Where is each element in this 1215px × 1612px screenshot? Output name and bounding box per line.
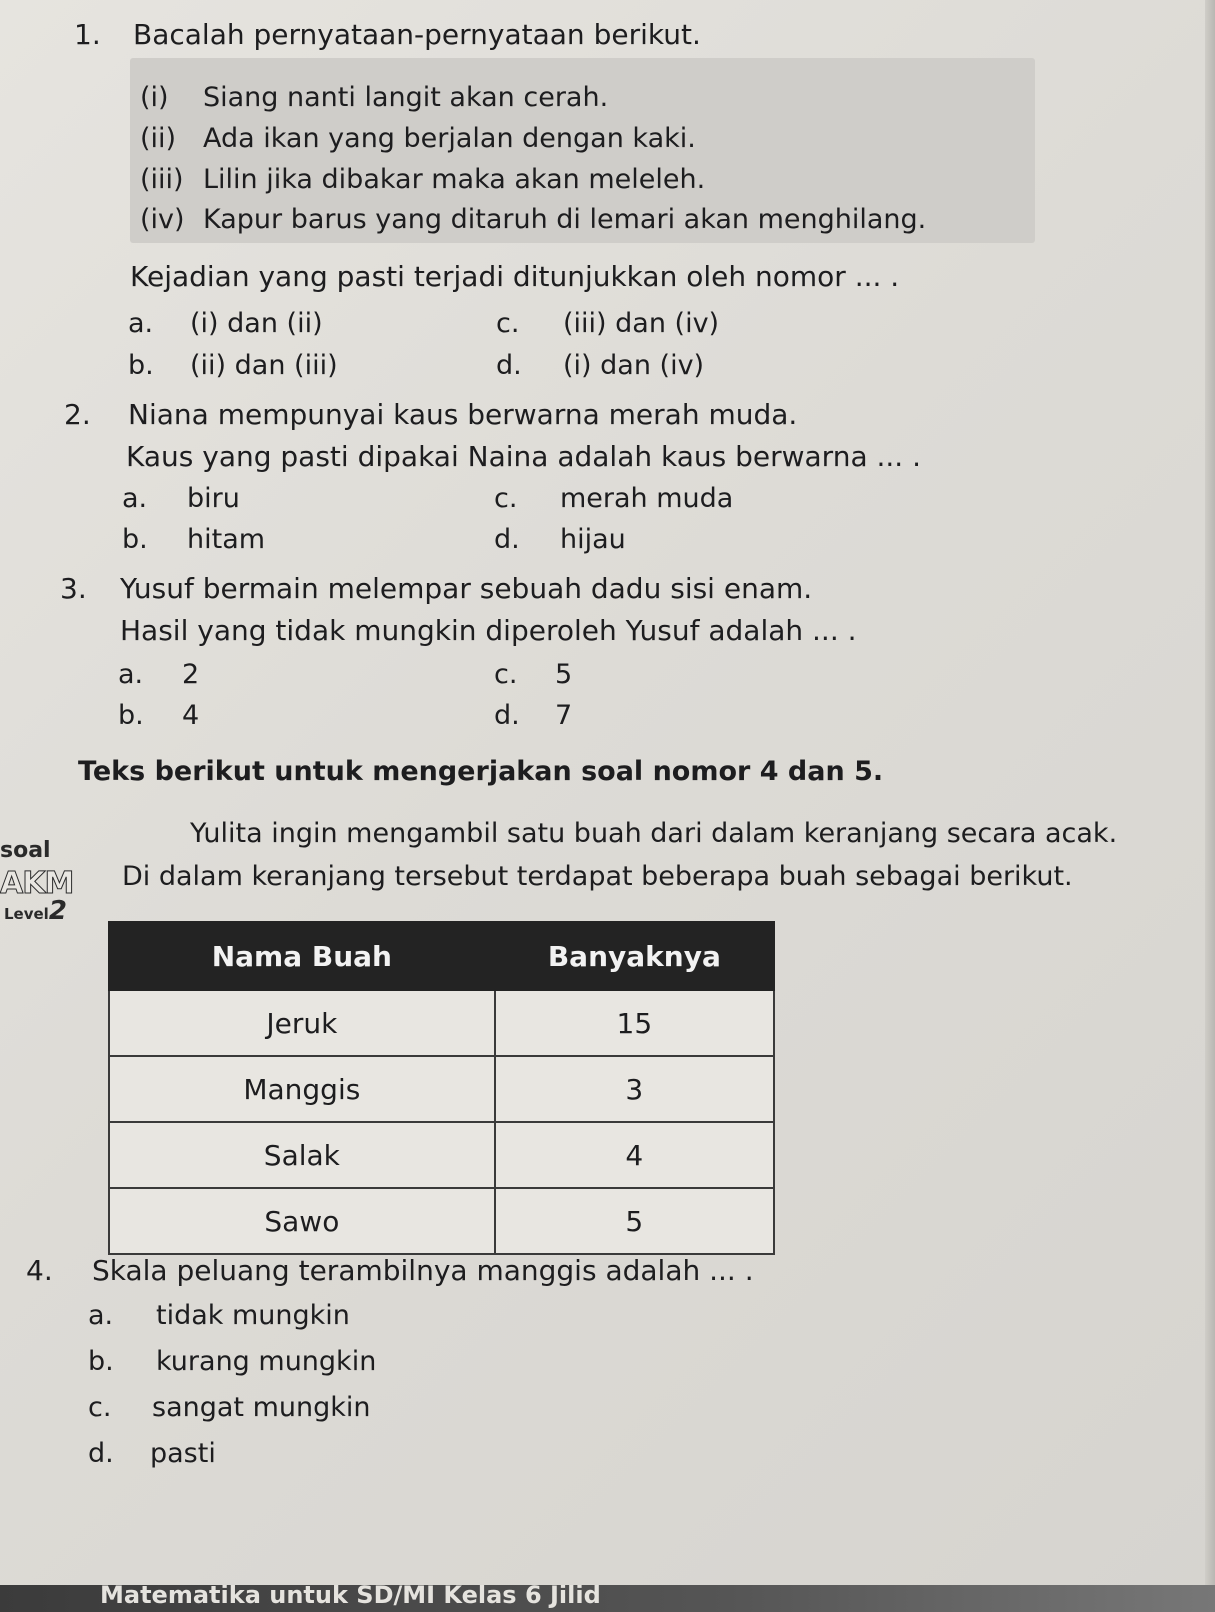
q1-stmt-1-text: Siang nanti langit akan cerah. xyxy=(203,82,609,113)
q1-stmt-2-text: Ada ikan yang berjalan dengan kaki. xyxy=(203,123,696,154)
q3-option-a-key: a. xyxy=(118,659,144,690)
q1-option-c-key: c. xyxy=(496,308,520,339)
q4-number: 4. xyxy=(26,1254,53,1287)
q2-prompt: Kaus yang pasti dipakai Naina adalah kaus berwarna ... . xyxy=(126,440,922,473)
fruit-count-cell: 4 xyxy=(495,1122,774,1188)
akm-badge-logo: AKM xyxy=(0,866,74,901)
q1-option-c: (iii) dan (iv) xyxy=(563,308,720,339)
section-heading: Teks berikut untuk mengerjakan soal nomor 4 dan 5. xyxy=(78,756,884,787)
table-row xyxy=(109,1056,774,1122)
q3-option-c-key: c. xyxy=(494,659,518,690)
q3-prompt: Hasil yang tidak mungkin diperoleh Yusuf adalah ... . xyxy=(120,614,857,647)
fruit-name-cell: Jeruk xyxy=(109,990,495,1056)
q1-option-a-key: a. xyxy=(128,308,154,339)
q3-number: 3. xyxy=(60,572,87,605)
q4-option-b: kurang mungkin xyxy=(156,1346,377,1377)
q2-option-b: hitam xyxy=(187,524,266,555)
q2-option-d-key: d. xyxy=(494,524,520,555)
q1-stmt-2-num: (ii) xyxy=(140,123,177,154)
fruit-table xyxy=(108,921,775,1255)
q3-option-b-key: b. xyxy=(118,700,144,731)
q4-option-d: pasti xyxy=(150,1438,216,1469)
q1-option-d-key: d. xyxy=(496,350,522,381)
table-row xyxy=(109,1122,774,1188)
q3-option-a: 2 xyxy=(182,659,200,690)
q1-prompt: Kejadian yang pasti terjadi ditunjukkan oleh nomor ... . xyxy=(130,260,900,293)
fruit-count-cell: 5 xyxy=(495,1188,774,1254)
akm-level-label: Level xyxy=(4,905,49,923)
akm-badge-soal: soal xyxy=(0,838,51,863)
q1-stmt-4-num: (iv) xyxy=(140,204,185,235)
table-row xyxy=(109,990,774,1056)
q2-option-c-key: c. xyxy=(494,483,518,514)
section-line-1: Yulita ingin mengambil satu buah dari dalam keranjang secara acak. xyxy=(190,818,1118,849)
q1-option-a: (i) dan (ii) xyxy=(190,308,323,339)
q3-text: Yusuf bermain melempar sebuah dadu sisi enam. xyxy=(120,572,813,605)
q2-option-c: merah muda xyxy=(560,483,734,514)
q3-option-d: 7 xyxy=(555,700,573,731)
q1-stmt-4-text: Kapur barus yang ditaruh di lemari akan menghilang. xyxy=(203,204,927,235)
q2-number: 2. xyxy=(64,398,91,431)
q4-text: Skala peluang terambilnya manggis adalah ... . xyxy=(92,1254,754,1287)
section-line-2: Di dalam keranjang tersebut terdapat beberapa buah sebagai berikut. xyxy=(122,861,1073,892)
q1-option-b-key: b. xyxy=(128,350,154,381)
page-edge xyxy=(1205,0,1215,1612)
q4-option-a-key: a. xyxy=(88,1300,114,1331)
q2-text: Niana mempunyai kaus berwarna merah muda. xyxy=(128,398,798,431)
q3-option-c: 5 xyxy=(555,659,573,690)
q1-option-d: (i) dan (iv) xyxy=(563,350,705,381)
fruit-count-cell: 3 xyxy=(495,1056,774,1122)
page-footer xyxy=(0,1585,1215,1612)
fruit-count-cell: 15 xyxy=(495,990,774,1056)
fruit-name-cell: Sawo xyxy=(109,1188,495,1254)
q1-option-b: (ii) dan (iii) xyxy=(190,350,338,381)
fruit-table-header xyxy=(109,922,774,990)
akm-level-number: 2 xyxy=(48,896,67,926)
akm-badge-level xyxy=(4,896,67,926)
header-fruit-name: Nama Buah xyxy=(109,922,495,990)
q4-option-c-key: c. xyxy=(88,1392,112,1423)
fruit-name-cell: Salak xyxy=(109,1122,495,1188)
q2-option-b-key: b. xyxy=(122,524,148,555)
q1-stmt-3-num: (iii) xyxy=(140,164,184,195)
q3-option-d-key: d. xyxy=(494,700,520,731)
q4-option-c: sangat mungkin xyxy=(152,1392,371,1423)
q2-option-d: hijau xyxy=(560,524,626,555)
table-row xyxy=(109,1188,774,1254)
q4-option-b-key: b. xyxy=(88,1346,114,1377)
q1-stmt-1-num: (i) xyxy=(140,82,169,113)
fruit-name-cell: Manggis xyxy=(109,1056,495,1122)
q4-option-d-key: d. xyxy=(88,1438,114,1469)
q4-option-a: tidak mungkin xyxy=(156,1300,350,1331)
q2-option-a: biru xyxy=(187,483,240,514)
header-quantity: Banyaknya xyxy=(495,922,774,990)
q1-stmt-3-text: Lilin jika dibakar maka akan meleleh. xyxy=(203,164,706,195)
footer-text: Matematika untuk SD/MI Kelas 6 Jilid xyxy=(100,1585,601,1609)
q1-number: 1. xyxy=(74,18,101,51)
q3-option-b: 4 xyxy=(182,700,200,731)
q2-option-a-key: a. xyxy=(122,483,148,514)
q1-title: Bacalah pernyataan-pernyataan berikut. xyxy=(133,18,701,51)
